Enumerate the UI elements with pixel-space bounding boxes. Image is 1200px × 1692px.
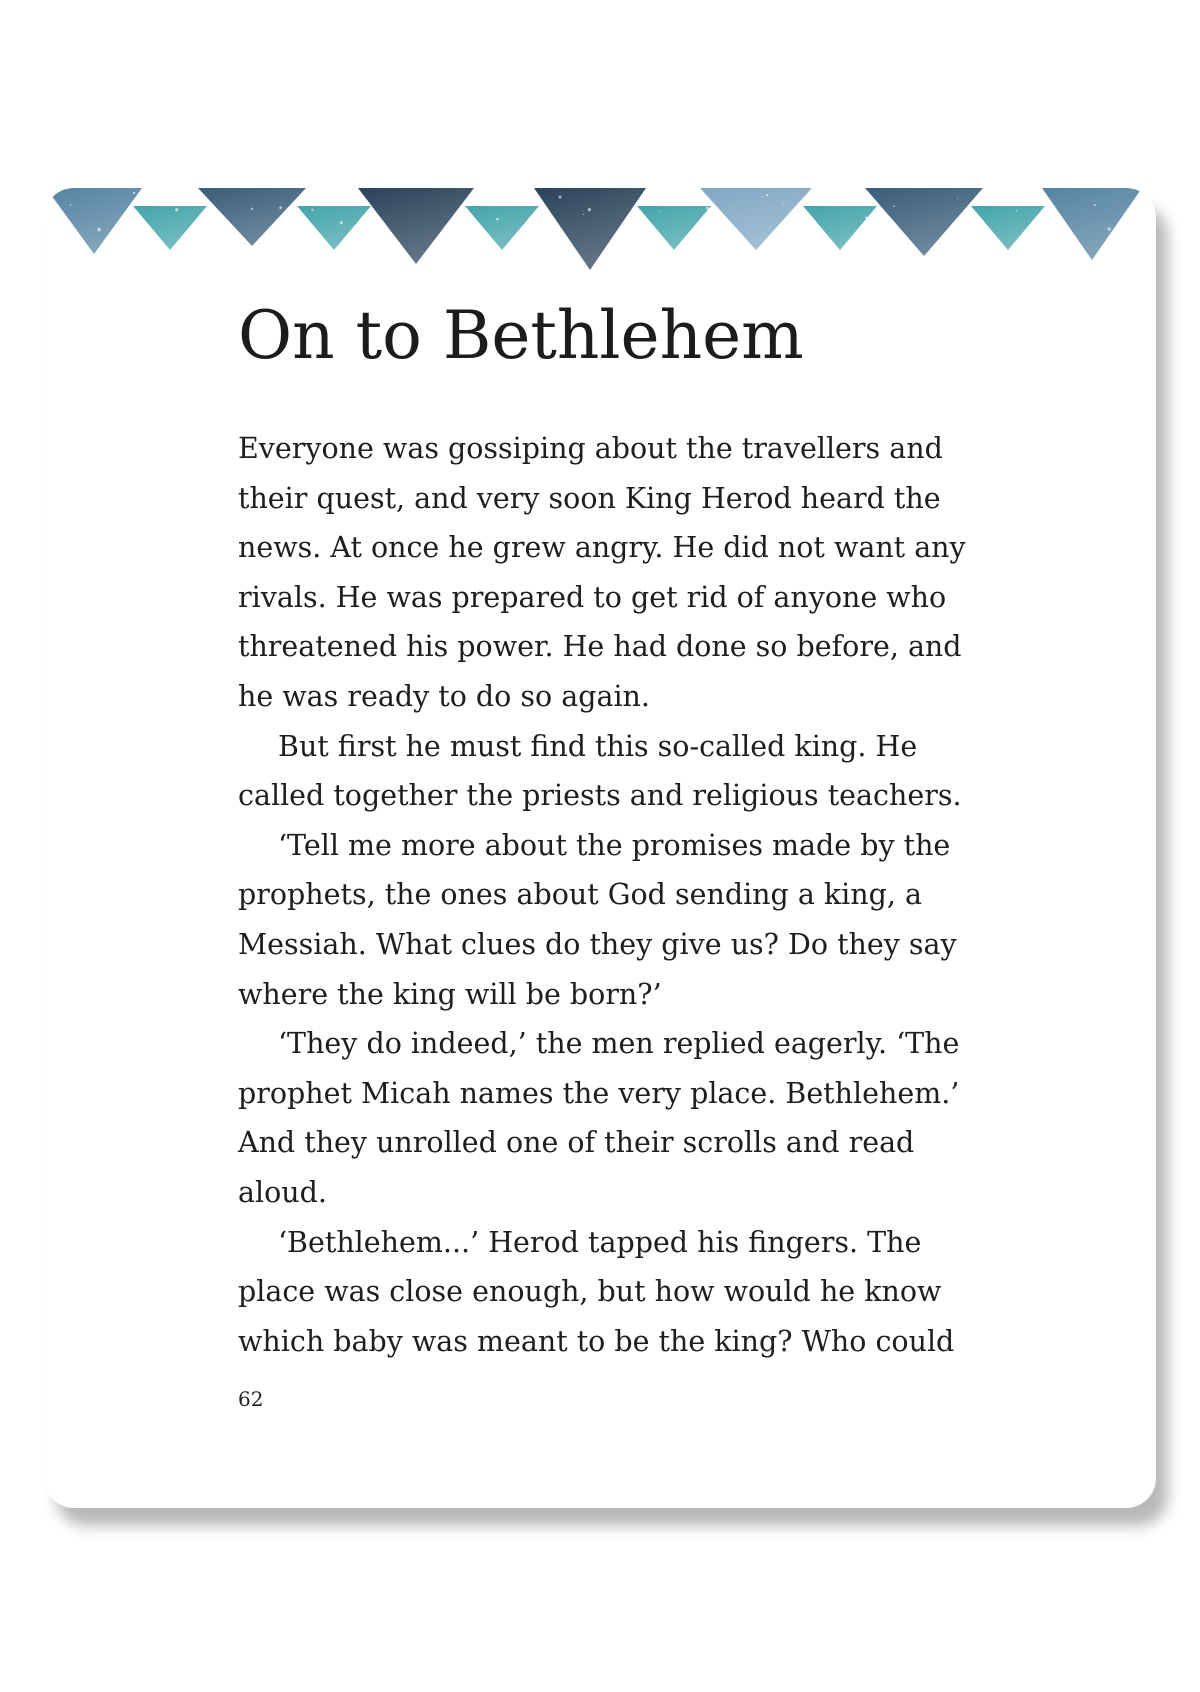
paint-speckle	[957, 198, 958, 199]
text-line: But first he must find this so-called king. He	[278, 729, 918, 763]
paint-speckle	[131, 228, 132, 229]
paint-speckle	[957, 225, 958, 226]
teal-bunting-flag	[803, 206, 877, 250]
paint-speckle	[302, 218, 303, 219]
text-line: Everyone was gossiping about the travellers and	[238, 432, 943, 465]
text-line: where the king will be born?’	[238, 977, 662, 1011]
page-number: 62	[238, 1387, 264, 1411]
paint-speckle	[545, 226, 547, 228]
teal-bunting-flag	[637, 206, 711, 250]
text-line: he was ready to do so again.	[238, 679, 650, 713]
paint-speckle	[129, 226, 131, 228]
paint-speckle	[588, 208, 591, 211]
paint-speckle	[783, 203, 784, 204]
paint-speckle	[865, 216, 867, 218]
paint-speckle	[770, 226, 771, 227]
paint-speckle	[175, 208, 178, 211]
text-line: which baby was meant to be the king? Who could	[238, 1324, 955, 1358]
paint-speckle	[494, 202, 497, 205]
blue-bunting-flag	[198, 188, 306, 246]
paint-speckle	[1108, 228, 1111, 231]
text-line: called together the priests and religious teachers.	[238, 779, 962, 813]
text-line: threatened his power. He had done so before, and	[238, 630, 962, 664]
paint-speckle	[893, 205, 895, 207]
paint-speckle	[706, 207, 709, 210]
paint-speckle	[70, 204, 72, 206]
text-line: rivals. He was prepared to get rid of anyone who	[238, 580, 947, 614]
blue-bunting-flag	[358, 188, 474, 264]
paint-speckle	[539, 195, 540, 196]
paint-speckle	[539, 209, 541, 211]
paint-speckle	[311, 209, 313, 211]
paint-speckle	[660, 211, 661, 212]
paint-speckle	[853, 201, 856, 204]
paint-speckle	[583, 214, 584, 215]
paint-speckle	[1094, 204, 1096, 206]
paint-speckle	[1030, 202, 1031, 203]
teal-bunting-flag	[971, 206, 1045, 250]
paint-speckle	[496, 218, 499, 221]
paint-speckle	[97, 228, 101, 232]
paint-speckle	[527, 194, 531, 198]
paint-speckle	[251, 208, 253, 210]
book-page	[44, 188, 1156, 1508]
blue-bunting-flag	[534, 188, 646, 270]
paint-speckle	[279, 206, 282, 209]
blue-bunting-flag	[46, 188, 142, 254]
paint-speckle	[1128, 209, 1129, 210]
paint-speckle	[304, 221, 305, 222]
teal-bunting-flag	[465, 206, 539, 250]
text-line: ‘Tell me more about the promises made by the	[278, 828, 951, 862]
paint-speckle	[51, 205, 53, 207]
paint-speckle	[766, 194, 768, 196]
chapter-title: On to Bethlehem	[238, 297, 804, 374]
text-line: aloud.	[238, 1175, 327, 1209]
paint-speckle	[1016, 210, 1017, 211]
text-line: And they unrolled one of their scrolls and read	[238, 1126, 915, 1160]
blue-bunting-flag	[1042, 188, 1142, 260]
paint-speckle	[340, 221, 343, 224]
text-line: Messiah. What clues do they give us? Do they say	[238, 927, 957, 961]
paint-speckle	[213, 219, 216, 222]
paint-speckle	[133, 192, 135, 194]
paint-speckle	[559, 196, 562, 199]
text-line: their quest, and very soon King Herod heard the	[238, 481, 941, 515]
teal-bunting-flag	[297, 206, 371, 250]
story-text	[238, 424, 1018, 1366]
text-line: ‘Bethlehem...’ Herod tapped his fingers. The	[278, 1225, 922, 1259]
text-line: prophet Micah names the very place. Bethlehem.’	[238, 1076, 960, 1110]
blue-bunting-flag	[700, 188, 812, 250]
paint-speckle	[645, 205, 646, 206]
text-line: news. At once he grew angry. He did not want any	[238, 531, 966, 565]
paint-speckle	[761, 197, 762, 198]
teal-bunting-flag	[133, 206, 207, 250]
blue-bunting-flag	[865, 188, 983, 256]
bunting-garland-decoration	[44, 188, 1156, 278]
text-line: ‘They do indeed,’ the men replied eagerly. ‘The	[278, 1027, 960, 1061]
text-line: place was close enough, but how would he know	[238, 1275, 942, 1309]
text-line: prophets, the ones about God sending a king, a	[238, 878, 922, 912]
